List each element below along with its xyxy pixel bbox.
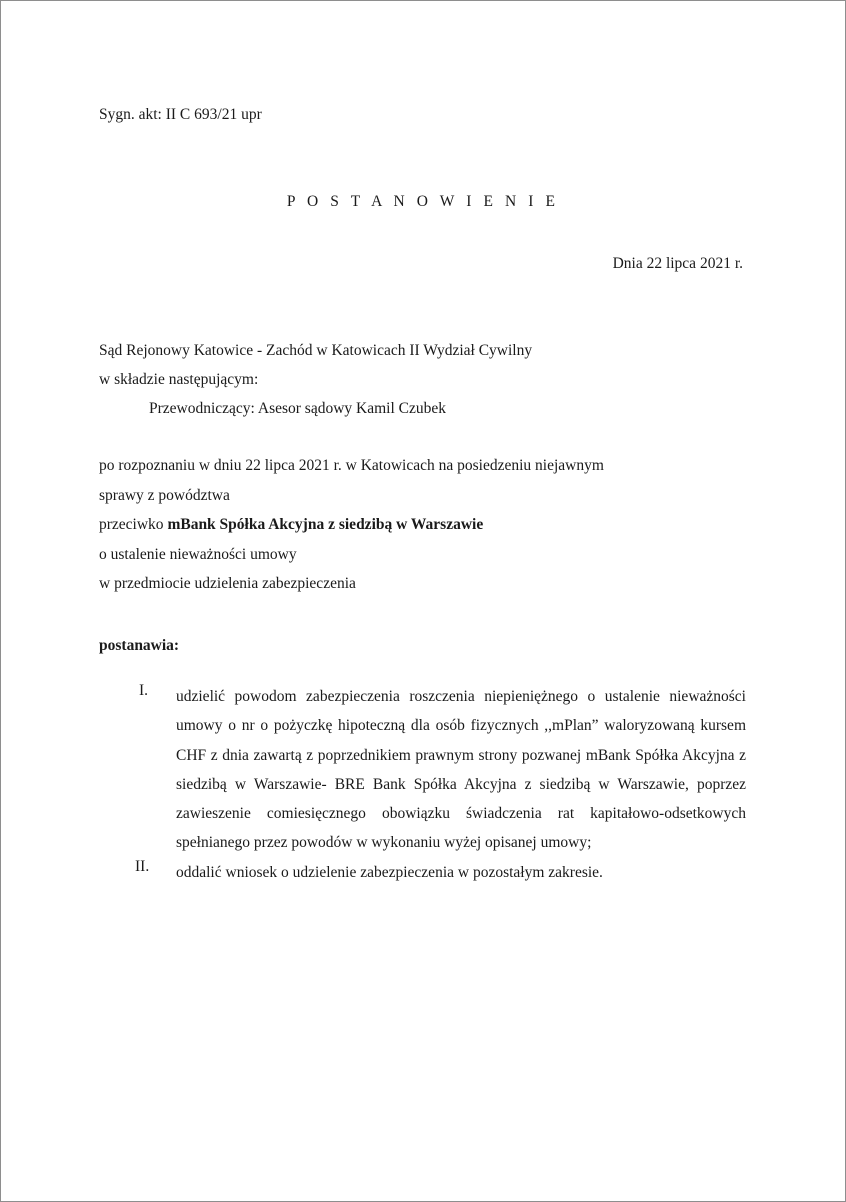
document-title: P O S T A N O W I E N I E [286,193,560,210]
decision-heading: postanawia: [99,637,180,654]
presiding-judge: Przewodniczący: Asesor sądowy Kamil Czubek [149,400,447,417]
item-text: udzielić powodom zabezpieczenia roszczenia niepieniężnego o ustalenie nieważności umowy o nr o pożyczkę hipoteczną dla osób fizycznych ,,mPlan” waloryzowaną kursem CHF z dnia zawartą z poprzednikiem prawnym strony pozwanej mBank Spółka Akcyjna z siedzibą w Warszawie- BRE Bank Spółka Akcyjna z siedzibą w Warszawie, poprzez zawieszenie comiesięcznego obowiązku świadczenia rat kapitałowo-odsetkowych spełnianego przez powodów w wykonaniu wyżej opisanej umowy; [176,688,746,852]
item-text: oddalić wniosek o udzielenie zabezpieczenia w pozostałym zakresie. [176,863,603,881]
case-description [99,458,604,599]
case-description-line [99,510,604,540]
decision-item [1,682,845,858]
item-number: I. [139,682,149,699]
decision-items [1,682,845,887]
court-name: Sąd Rejonowy Katowice - Zachód w Katowicach II Wydział Cywilny [99,342,533,359]
case-signature: Sygn. akt: II C 693/21 upr [99,106,262,123]
case-description-line: po rozpoznaniu w dniu 22 lipca 2021 r. w Katowicach na posiedzeniu niejawnym [99,457,604,474]
case-description-line: sprawy z powództwa [99,486,230,504]
court-composition: w składzie następującym: [99,371,259,388]
case-description-line: o ustalenie nieważności umowy [99,545,297,563]
defendant-name: mBank Spółka Akcyjna z siedzibą w Warszawie [167,516,484,533]
case-description-line: w przedmiocie udzielenia zabezpieczenia [99,575,356,592]
item-number: II. [135,857,150,875]
document-date: Dnia 22 lipca 2021 r. [612,255,743,272]
decision-item [1,858,845,887]
defendant-prefix: przeciwko [99,516,168,533]
